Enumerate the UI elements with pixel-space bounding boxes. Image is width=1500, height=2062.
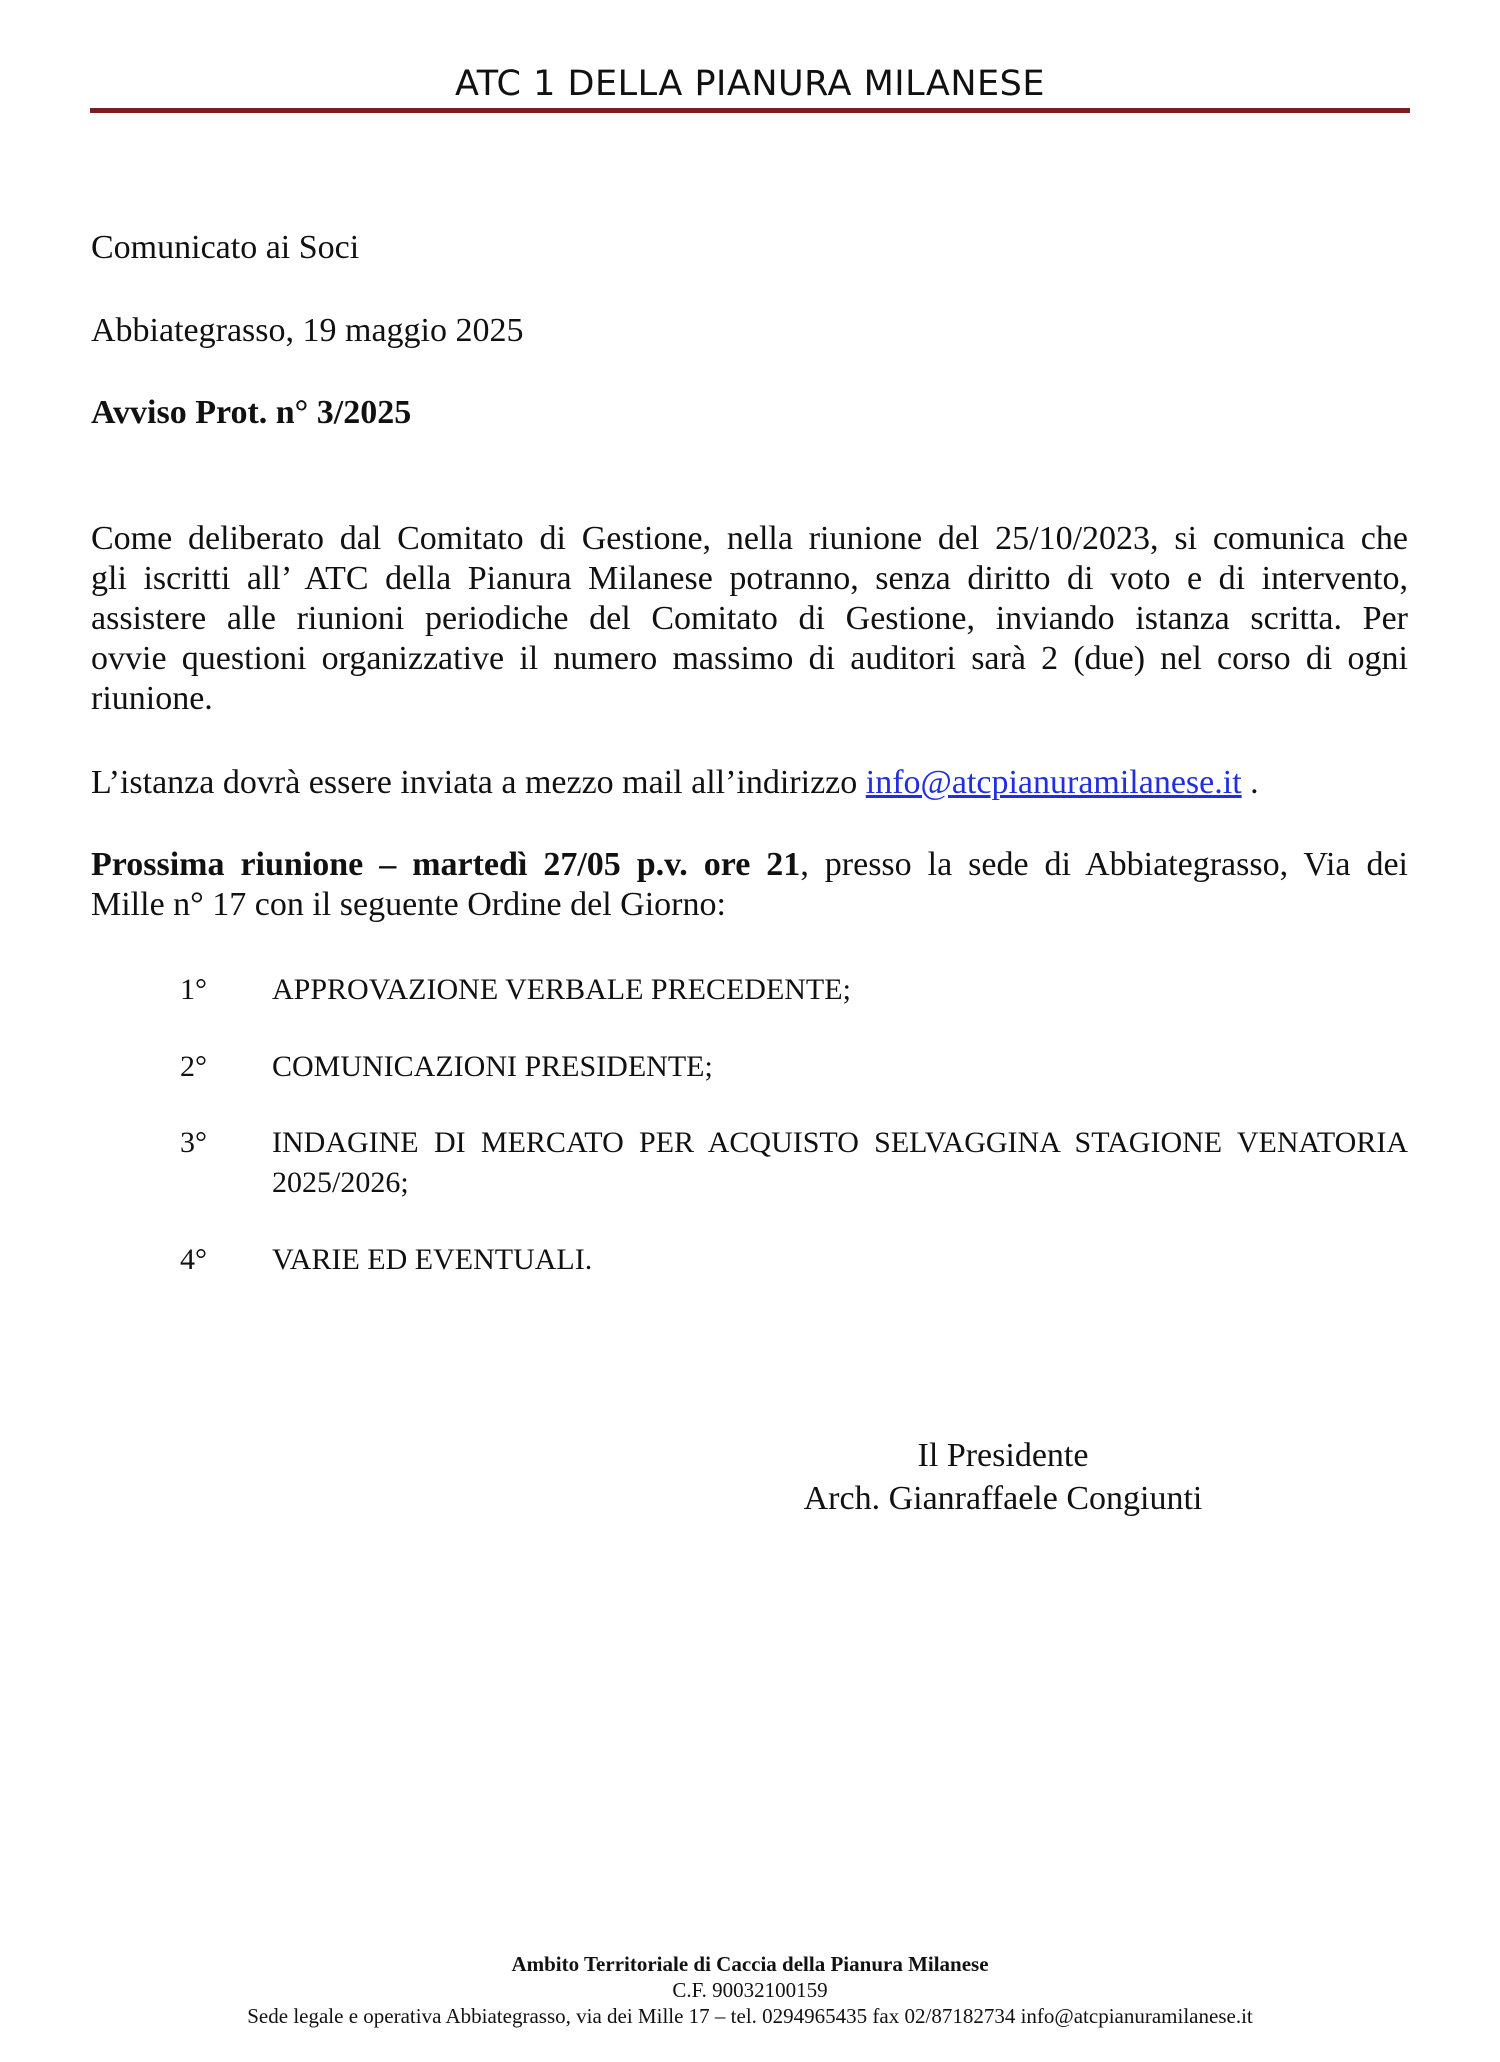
paragraph-line: assistere alle riunioni periodiche del Comitato di Gestione, inviando istanza scritta. Per [91, 600, 1408, 637]
paragraph-line: ovvie questioni organizzative il numero massimo di auditori sarà 2 (due) nel corso di ogni [91, 640, 1408, 677]
paragraph-line: Come deliberato dal Comitato di Gestione, nella riunione del 25/10/2023, si comunica che [91, 520, 1408, 557]
letter-subject: Comunicato ai Soci [91, 229, 360, 266]
next-meeting-line [91, 845, 1408, 885]
agenda-item: INDAGINE DI MERCATO PER ACQUISTO SELVAGGINA STAGIONE VENATORIA [272, 1126, 1408, 1159]
agenda-item: VARIE ED EVENTUALI. [272, 1243, 593, 1276]
next-meeting-address: Mille n° 17 con il seguente Ordine del Giorno: [91, 886, 726, 923]
protocol-number: Avviso Prot. n° 3/2025 [91, 394, 412, 431]
email-link[interactable]: info@atcpianuramilanese.it [865, 764, 1242, 801]
paragraph-line: riunione. [91, 680, 213, 717]
agenda-item: APPROVAZIONE VERBALE PRECEDENTE; [272, 973, 851, 1006]
next-meeting-date: Prossima riunione – martedì 27/05 p.v. ore 21 [91, 846, 801, 883]
agenda-number: 2° [180, 1050, 207, 1083]
signature-role: Il Presidente [917, 1437, 1089, 1474]
footer-tax-code: C.F. 90032100159 [672, 1978, 828, 2002]
email-instruction [91, 763, 1408, 803]
footer-address: Sede legale e operativa Abbiategrasso, via dei Mille 17 – tel. 0294965435 fax 02/87182734 info@atcpianuramilanese.it [247, 2004, 1253, 2028]
paragraph-line: gli iscritti all’ ATC della Pianura Milanese potranno, senza diritto di voto e di intervento, [91, 560, 1408, 597]
agenda-item: COMUNICAZIONI PRESIDENTE; [272, 1050, 713, 1083]
agenda-number: 1° [180, 973, 207, 1006]
next-meeting-location: , presso la sede di Abbiategrasso, Via dei [800, 846, 1408, 883]
header-divider [90, 108, 1410, 113]
letter-date: Abbiategrasso, 19 maggio 2025 [91, 312, 524, 349]
agenda-number: 4° [180, 1243, 207, 1276]
email-instruction-text: L’istanza dovrà essere inviata a mezzo mail all’indirizzo [91, 764, 866, 801]
agenda-number: 3° [180, 1126, 207, 1159]
footer-organization: Ambito Territoriale di Caccia della Pianura Milanese [511, 1952, 989, 1976]
signature-name: Arch. Gianraffaele Congiunti [803, 1480, 1203, 1517]
document-header-title: ATC 1 DELLA PIANURA MILANESE [455, 64, 1045, 104]
email-instruction-end: . [1241, 764, 1259, 801]
agenda-item-continuation: 2025/2026; [272, 1166, 409, 1199]
